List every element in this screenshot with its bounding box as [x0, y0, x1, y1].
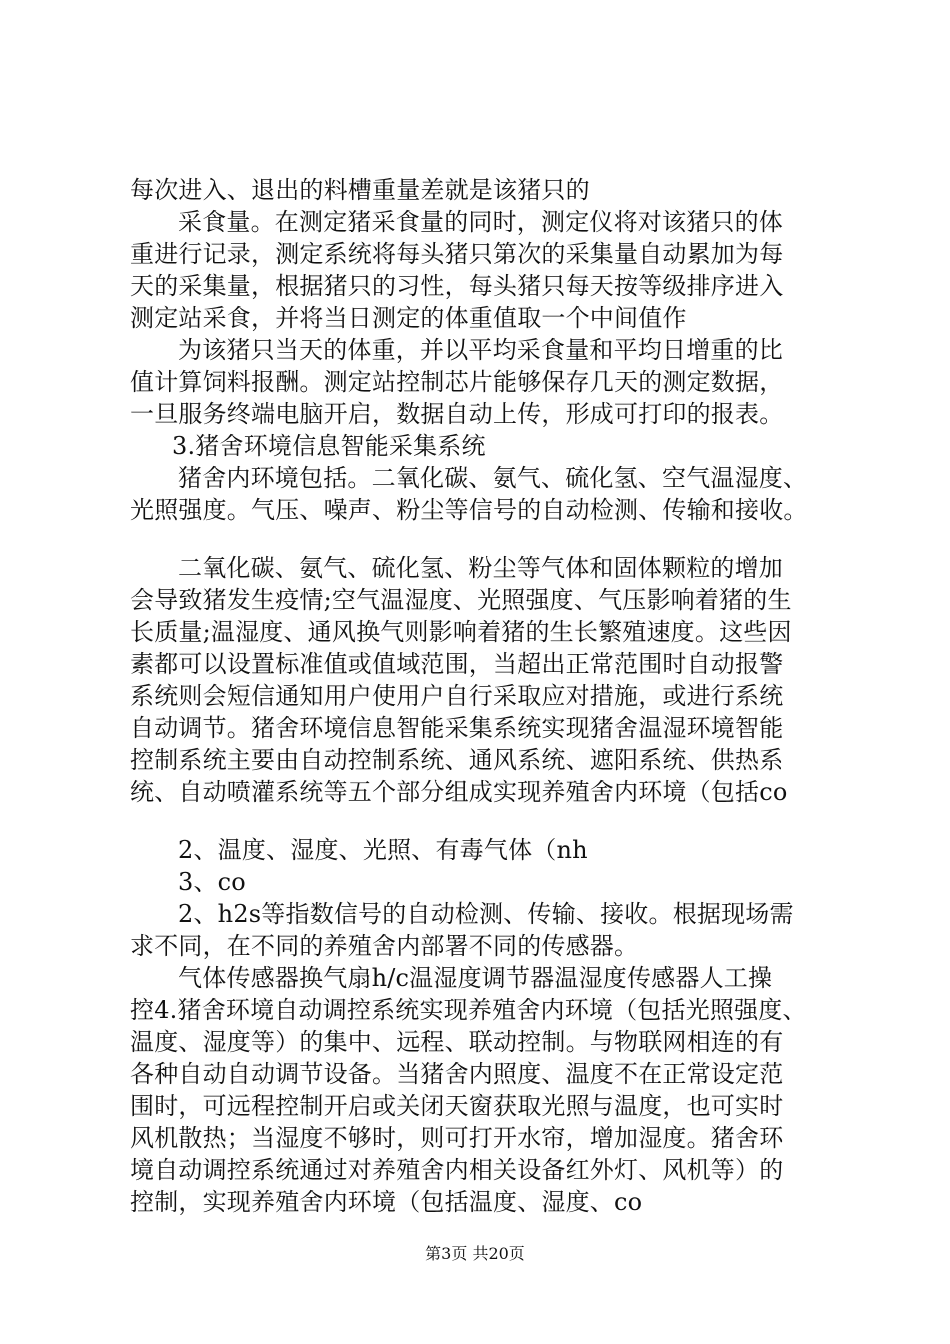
paragraph-line: 温度、湿度等）的集中、远程、联动控制。与物联网相连的有 [130, 1028, 784, 1056]
paragraph-line: 测定站采食，并将当日测定的体重值取一个中间值作 [130, 304, 687, 332]
paragraph-line: 为该猪只当天的体重，并以平均采食量和平均日增重的比 [178, 336, 783, 364]
paragraph-line: 3、co [178, 868, 246, 896]
paragraph-line: 控制系统主要由自动控制系统、通风系统、遮阳系统、供热系 [130, 746, 784, 774]
paragraph-line: 系统则会短信通知用户使用户自行采取应对措施，或进行系统 [130, 682, 784, 710]
paragraph-line: 自动调节。猪舍环境信息智能采集系统实现猪舍温湿环境智能 [130, 714, 784, 742]
paragraph-line: 每次进入、退出的料槽重量差就是该猪只的 [130, 176, 590, 204]
paragraph-line: 一旦服务终端电脑开启，数据自动上传，形成可打印的报表。 [130, 400, 784, 428]
paragraph-line: 会导致猪发生疫情;空气温湿度、光照强度、气压影响着猪的生 [130, 586, 792, 614]
paragraph-line: 长质量;温湿度、通风换气则影响着猪的生长繁殖速度。这些因 [130, 618, 792, 646]
paragraph-line: 2、温度、湿度、光照、有毒气体（nh [178, 836, 588, 864]
paragraph-line: 值计算饲料报酬。测定站控制芯片能够保存几天的测定数据， [130, 368, 784, 396]
paragraph-line: 2、h2s等指数信号的自动检测、传输、接收。根据现场需 [178, 900, 794, 928]
paragraph-line: 境自动调控系统通过对养殖舍内相关设备红外灯、风机等）的 [130, 1156, 784, 1184]
paragraph-line: 光照强度。气压、噪声、粉尘等信号的自动检测、传输和接收。 [130, 496, 808, 524]
paragraph-line: 控制，实现养殖舍内环境（包括温度、湿度、co [130, 1188, 643, 1216]
section-heading: 3.猪舍环境信息智能采集系统 [172, 432, 486, 460]
paragraph-line: 天的采集量，根据猪只的习性，每头猪只每天按等级排序进入 [130, 272, 784, 300]
paragraph-line: 素都可以设置标准值或值域范围，当超出正常范围时自动报警 [130, 650, 784, 678]
paragraph-line: 风机散热；当湿度不够时，则可打开水帘，增加湿度。猪舍环 [130, 1124, 784, 1152]
paragraph-line: 二氧化碳、氨气、硫化氢、粉尘等气体和固体颗粒的增加 [178, 554, 783, 582]
paragraph-line: 控4.猪舍环境自动调控系统实现养殖舍内环境（包括光照强度、 [130, 996, 807, 1024]
paragraph-line: 各种自动自动调节设备。当猪舍内照度、温度不在正常设定范 [130, 1060, 784, 1088]
paragraph-line: 统、自动喷灌系统等五个部分组成实现养殖舍内环境（包括co [130, 778, 788, 806]
paragraph-line: 重进行记录，测定系统将每头猪只第次的采集量自动累加为每 [130, 240, 784, 268]
page-number-footer: 第3页 共20页 [425, 1244, 525, 1263]
paragraph-line: 猪舍内环境包括。二氧化碳、氨气、硫化氢、空气温湿度、 [178, 464, 808, 492]
paragraph-line: 围时，可远程控制开启或关闭天窗获取光照与温度，也可实时 [130, 1092, 784, 1120]
paragraph-line: 采食量。在测定猪采食量的同时，测定仪将对该猪只的体 [178, 208, 783, 236]
paragraph-line: 气体传感器换气扇h/c温湿度调节器温湿度传感器人工操 [178, 964, 773, 992]
paragraph-line: 求不同，在不同的养殖舍内部署不同的传感器。 [130, 932, 639, 960]
